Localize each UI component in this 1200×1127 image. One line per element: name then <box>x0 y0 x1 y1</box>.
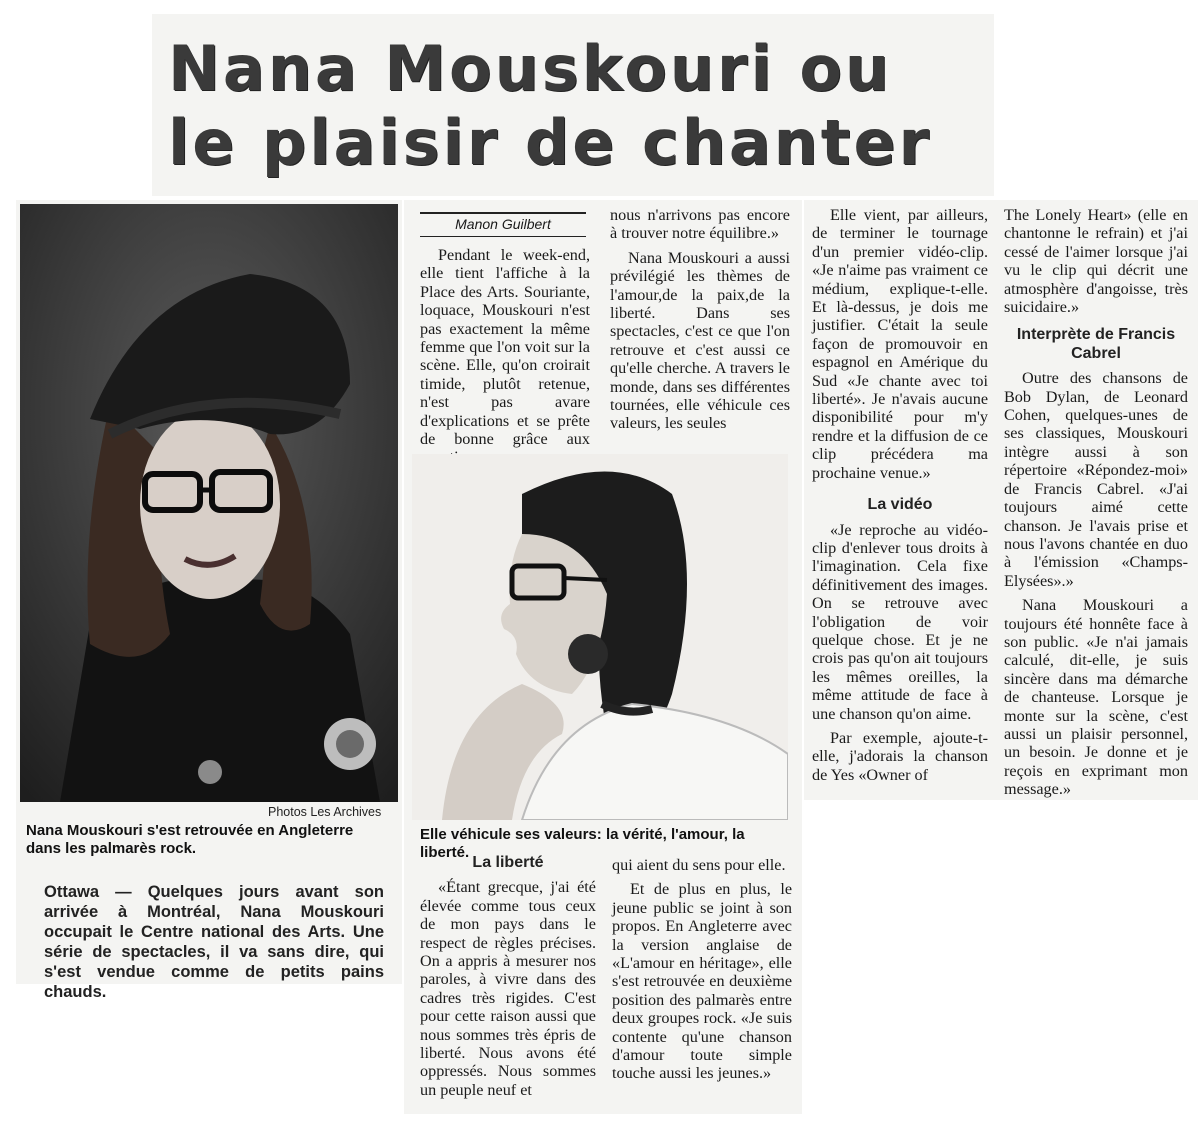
col3b-paragraph-1: qui aient du sens pour elle. <box>612 856 786 874</box>
col2-paragraph-1: Pendant le week-end, elle tient l'affiche à la Place des Arts. Souriante, loquace, Mouskouri n'est pas exactement la même femme que l'on voit sur la scène. Elle, qu'on croirait timide, plutôt retenue, n'est pas avare d'explications et se prête de bonne grâce aux <box>420 246 590 449</box>
byline-rule-top <box>420 212 586 214</box>
byline-rule-bottom <box>420 236 586 237</box>
col4-paragraph-2: «Je reproche au vidéo-clip d'enlever tous droits à l'imagination. Cela fixe définitivement des images. On se retrouve avec l'obligation de voir quelque chose. Et je ne crois pas qu'on ait toujours les mêmes oreilles, la même attitude de face à une chanson qu'on aime. <box>812 520 988 723</box>
photo-portrait-hat <box>20 204 398 802</box>
col4-paragraph-1: Elle vient, par ailleurs, de terminer le tournage d'un premier vidéo-clip. «Je n'aime pas vraiment ce médium, explique-t-elle. Et là-dessus, je dois me justifier. C'était la seule façon de promouvoir en espagnol en Amérique du Sud «Je chante avec toi liberté». Je n'avais aucune disponibilité pour m'y rendre et la diffusion de ce clip précédera ma prochaine venue.» <box>812 206 988 482</box>
lead-paragraph: Ottawa — Quelques jours avant son arrivée à Montréal, Nana Mouskouri occupait le Centre national des Arts. Une série de spectacles, il va sans dire, qui s'est vendue comme de petits pains chauds. <box>44 883 384 1001</box>
photo-caption-left: Nana Mouskouri s'est retrouvée en Angleterre dans les palmarès rock. <box>26 822 354 857</box>
photo-caption-middle: Elle véhicule ses valeurs: la vérité, l'amour, la liberté. <box>420 826 745 861</box>
profile-portrait-image <box>412 454 788 820</box>
heading-interprete-cabrel: Interprète de Francis Cabrel <box>1016 326 1176 362</box>
photo-credit: Photos Les Archives <box>268 805 382 819</box>
col5-paragraph-3: Nana Mouskouri a toujours été honnête face à son public. «Je n'ai jamais calculé, dit-elle, je suis sincère dans ma démarche de chanteuse. Lorsque je monte sur la scène, c'est aussi un plaisir personnel, un besoin. Je donne et je reçois en exprimant mon message.» <box>1004 596 1188 799</box>
col5-paragraph-1: The Lonely Heart» (elle en chantonne le refrain) et j'ai cessé de l'aimer lorsque j'ai vu le clip qui décrit une atmosphère d'angoisse, très suicidaire.» <box>1004 206 1188 317</box>
heading-la-video: La vidéo <box>867 496 933 514</box>
col5-paragraph-2: Outre des chansons de Bob Dylan, de Leonard Cohen, quelques-unes de ses classiques, Mouskouri intègre aussi à son répertoire «Répondez-moi» de Francis Cabrel. «J'ai toujours aimé cette chanson. Je l'avais prise et nous l'avons chantée en duo à l'émission «Champs-Elysées».» <box>1004 369 1188 590</box>
heading-la-liberte: La liberté <box>472 854 544 871</box>
photo-profile-glasses <box>412 454 788 820</box>
col3b-paragraph-2: Et de plus en plus, le jeune public se joint à son propos. En Angleterre avec la version anglaise de «L'amour en héritage», elle s'est retrouvée en deuxième position des palmarès entre deux groupes rock. «Je suis contente qu'une chanson d'amour toute simple touche aussi les jeunes.» <box>612 880 792 1083</box>
column-youth <box>612 856 792 1089</box>
portrait-hat-image <box>20 204 398 802</box>
headline-line-1: Nana Mouskouri ou <box>168 32 893 105</box>
column-liberty <box>420 850 596 1105</box>
col3-paragraph-1: nous n'arrivons pas encore à trouver notre équilibre.» <box>610 206 790 243</box>
col2b-paragraph-1: «Étant grecque, j'ai été élevée comme tous ceux de mon pays dans le respect de règles précises. On a appris à mesurer nos paroles, à vivre dans des cadres très rigides. C'est pour cette raison aussi que nous sommes très épris de liberté. Nous avons été oppressés. Nous sommes un peuple neuf et <box>420 878 596 1099</box>
headline-line-2: le plaisir de chanter <box>168 106 933 179</box>
col3-paragraph-2: Nana Mouskouri a aussi prévilégié les thèmes de l'amour,de la paix,de la liberté. Dans ses spectacles, c'est ce que l'on retrouve et c'est aussi ce qu'elle cherche. A travers le monde, dans ses différentes tournées, elle véhicule ces valeurs, les seules <box>610 248 790 433</box>
col4-paragraph-3: Par exemple, ajoute-t-elle, j'adorais la chanson de Yes «Owner of <box>812 728 988 784</box>
column-themes <box>610 206 790 439</box>
column-cabrel <box>1004 206 1188 805</box>
column-intro <box>420 246 590 473</box>
column-video <box>812 206 988 790</box>
headline <box>152 14 994 196</box>
headline-title <box>152 14 994 180</box>
byline: Manon Guilbert <box>455 216 551 232</box>
